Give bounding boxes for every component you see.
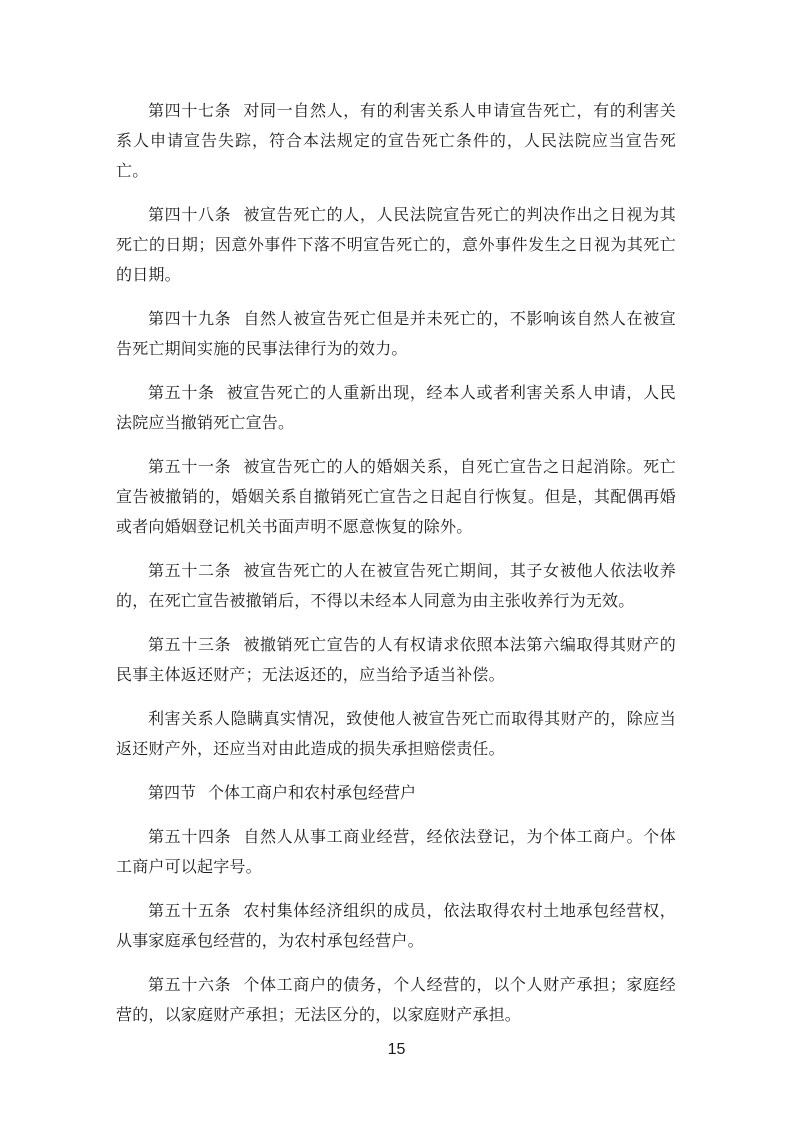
article-text: 被宣告死亡的人在被宣告死亡期间，其子女被他人依法收养的，在死亡宣告被撤销后，不得以未经本人同意为由主张收养行为无效。 — [116, 561, 676, 610]
page-number: 15 — [387, 1041, 406, 1058]
article-text: 被宣告死亡的人重新出现，经本人或者利害关系人申请，人民法院应当撤销死亡宣告。 — [116, 383, 676, 432]
article-text: 对同一自然人，有的利害关系人申请宣告死亡，有的利害关系人申请宣告失踪，符合本法规定的宣告死亡条件的，人民法院应当宣告死亡。 — [116, 101, 676, 180]
article-number: 第四十七条 — [148, 101, 232, 120]
article-53-continuation: 利害关系人隐瞒真实情况，致使他人被宣告死亡而取得其财产的，除应当返还财产外，还应当对由此造成的损失承担赔偿责任。 — [116, 709, 676, 758]
article-number: 第五十三条 — [148, 635, 232, 654]
article-text: 被宣告死亡的人，人民法院宣告死亡的判决作出之日视为其死亡的日期；因意外事件下落不明宣告死亡的，意外事件发生之日视为其死亡的日期。 — [116, 205, 676, 284]
article-number: 第四十八条 — [148, 205, 232, 224]
article-text: 农村集体经济组织的成员，依法取得农村土地承包经营权，从事家庭承包经营的，为农村承包经营户。 — [116, 901, 676, 950]
article-49 — [116, 304, 676, 364]
article-text: 被宣告死亡的人的婚姻关系，自死亡宣告之日起消除。死亡宣告被撤销的，婚姻关系自撤销死亡宣告之日起自行恢复。但是，其配偶再婚或者向婚姻登记机关书面声明不愿意恢复的除外。 — [116, 457, 676, 536]
article-53 — [116, 630, 676, 690]
article-56 — [116, 970, 676, 1030]
article-number: 第五十一条 — [148, 457, 232, 476]
article-48 — [116, 200, 676, 290]
article-51 — [116, 452, 676, 542]
article-text: 自然人被宣告死亡但是并未死亡的，不影响该自然人在被宣告死亡期间实施的民事法律行为的效力。 — [116, 309, 676, 358]
article-52 — [116, 556, 676, 616]
article-number: 第五十二条 — [148, 561, 232, 580]
article-number: 第五十五条 — [148, 901, 232, 920]
section-title-text: 个体工商户和农村承包经营户 — [208, 783, 417, 802]
article-47 — [116, 96, 676, 186]
section-number: 第四节 — [148, 783, 197, 802]
article-55 — [116, 896, 676, 956]
article-number: 第五十六条 — [148, 975, 232, 994]
section-heading — [116, 778, 676, 808]
article-text: 个体工商户的债务，个人经营的，以个人财产承担；家庭经营的，以家庭财产承担；无法区分的，以家庭财产承担。 — [116, 975, 676, 1024]
article-number: 第五十条 — [148, 383, 215, 402]
article-text: 被撤销死亡宣告的人有权请求依照本法第六编取得其财产的民事主体返还财产；无法返还的，应当给予适当补偿。 — [116, 635, 676, 684]
article-number: 第五十四条 — [148, 827, 232, 846]
article-50 — [116, 378, 676, 438]
page-content — [116, 96, 676, 1044]
article-text: 自然人从事工商业经营，经依法登记，为个体工商户。个体工商户可以起字号。 — [116, 827, 676, 876]
article-number: 第四十九条 — [148, 309, 232, 328]
article-54 — [116, 822, 676, 882]
